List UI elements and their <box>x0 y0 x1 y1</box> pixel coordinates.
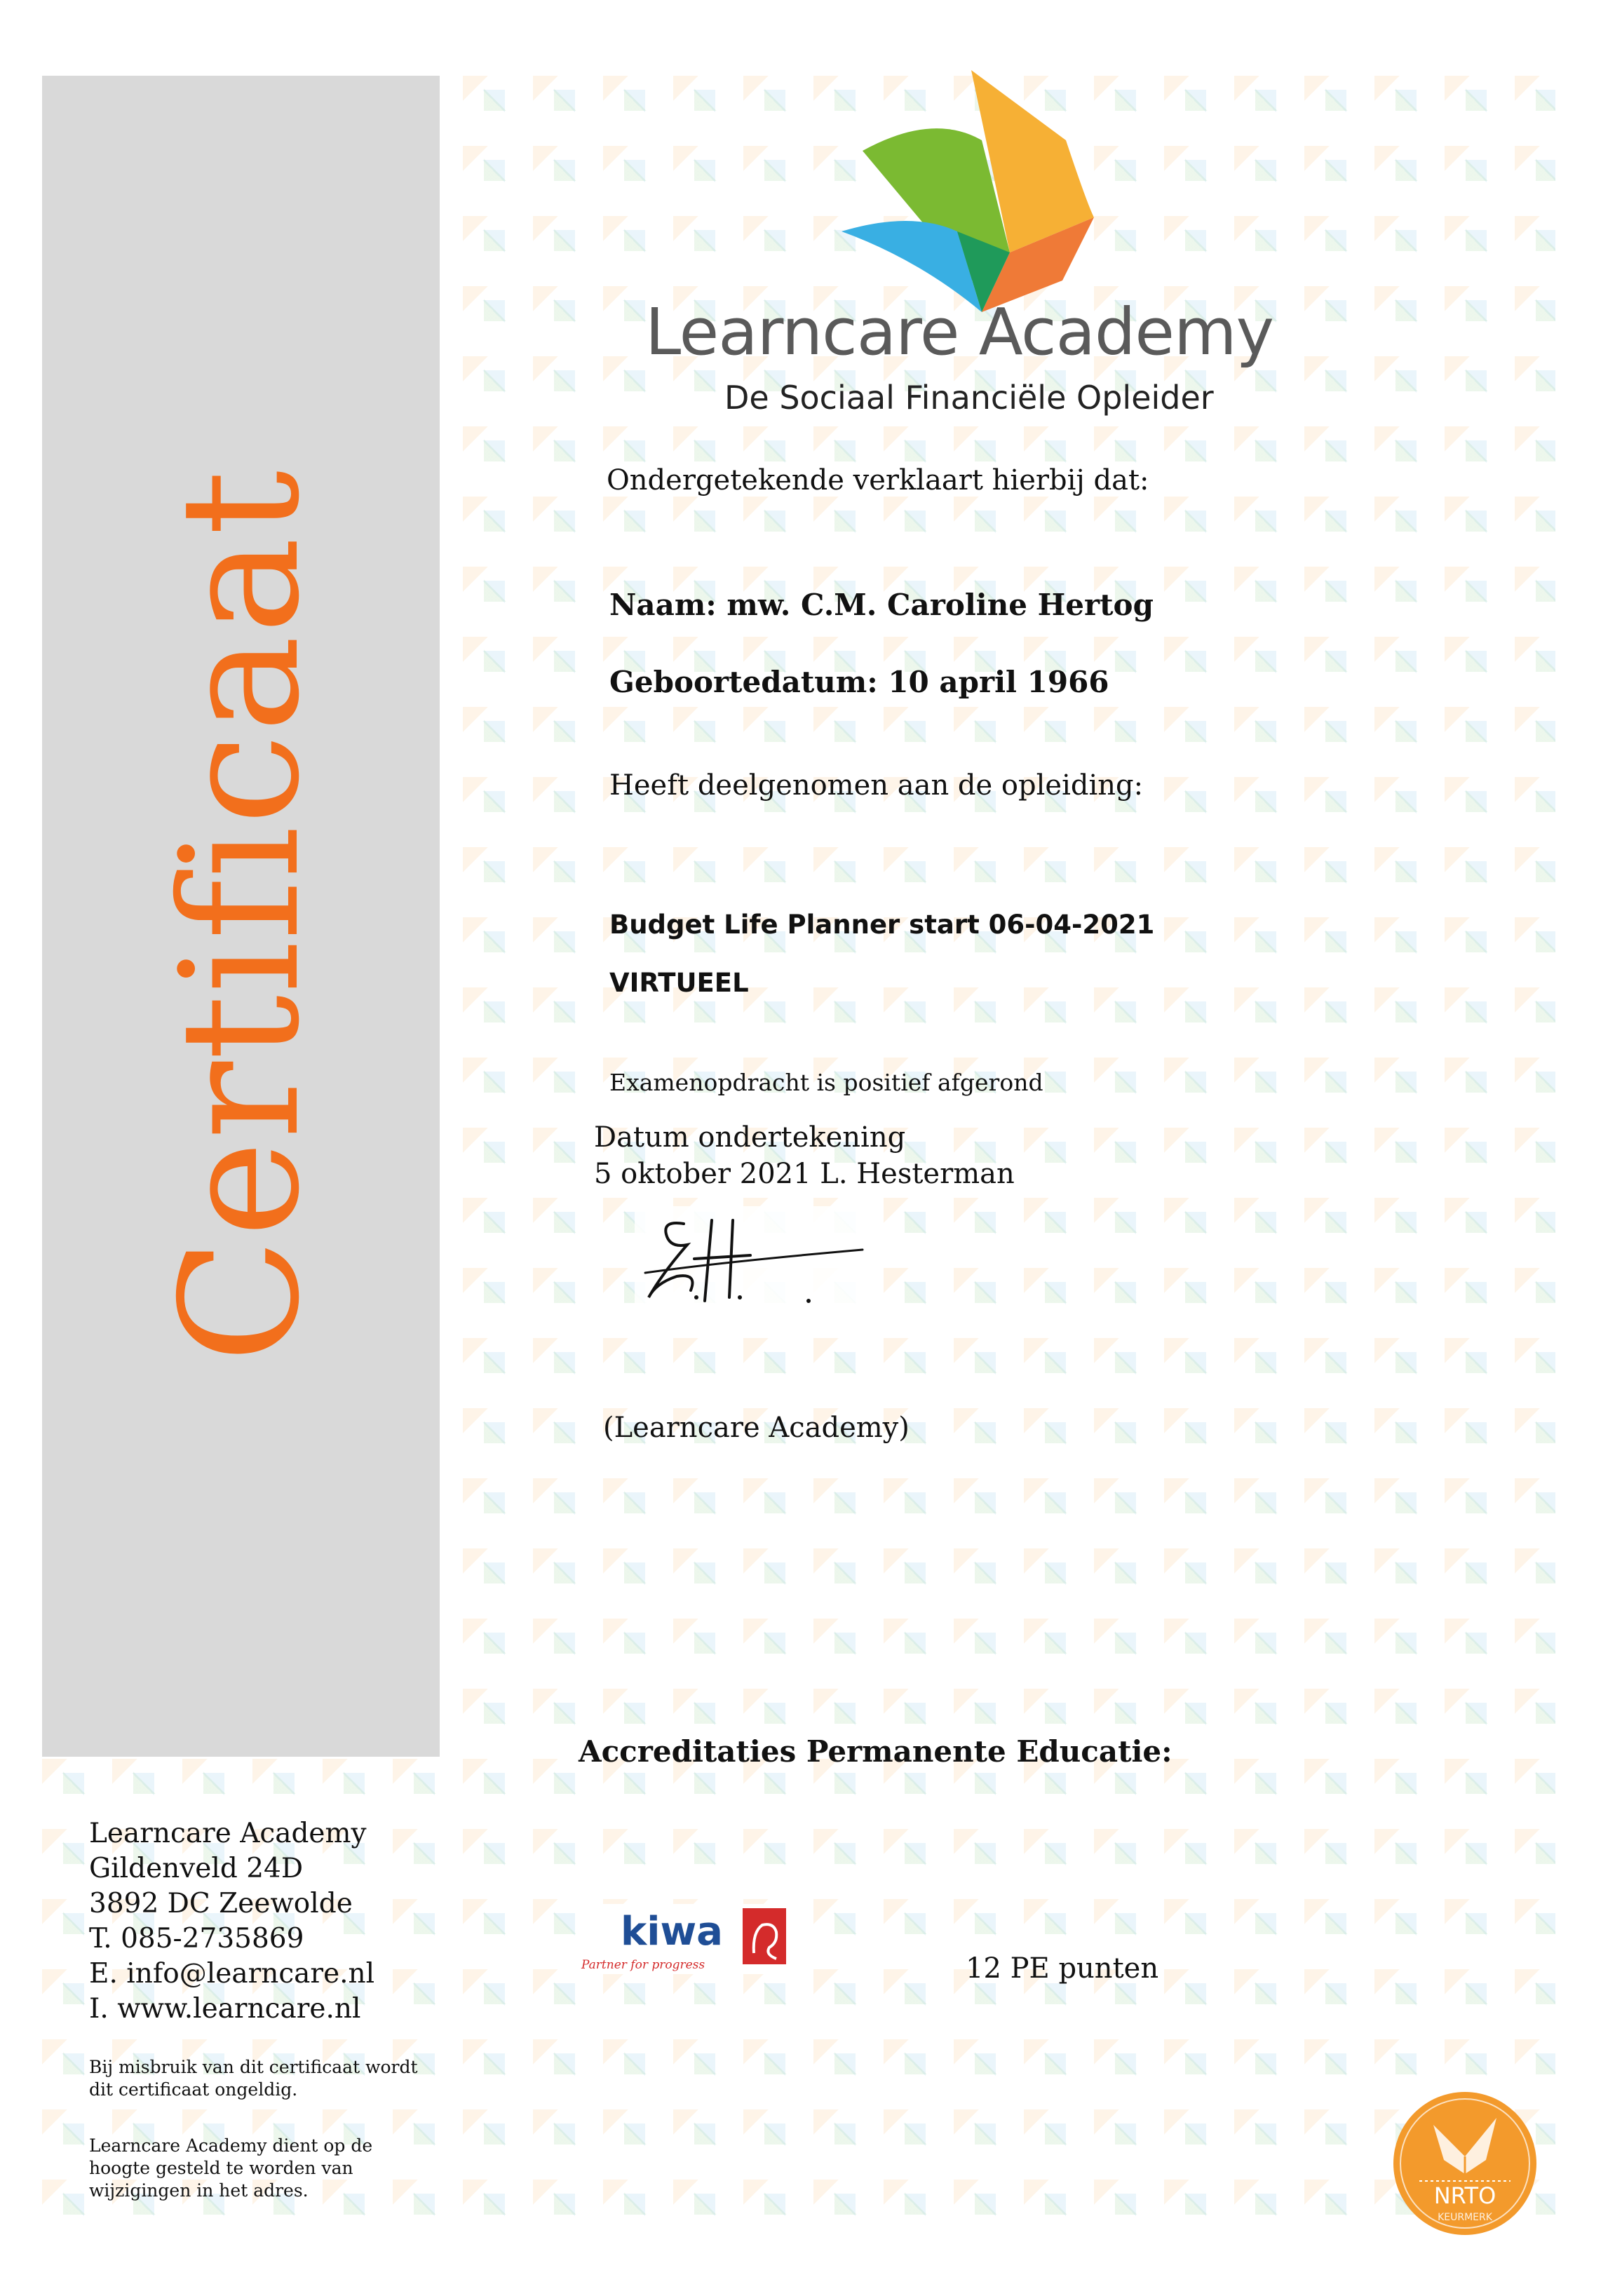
course-mode: VIRTUEEL <box>609 968 749 998</box>
participation-text: Heeft deelgenomen aan de opleiding: <box>609 769 1144 802</box>
address-line: T. 085-2735869 <box>89 1923 304 1954</box>
brand-tagline: De Sociaal Financiële Opleider <box>724 379 1214 417</box>
address-block <box>89 1816 374 2027</box>
address-line: Learncare Academy <box>89 1818 367 1849</box>
email-line: E. info@learncare.nl <box>89 1958 375 1990</box>
recipient-name: Naam: mw. C.M. Caroline Hertog <box>609 588 1154 622</box>
svg-text:NRTO: NRTO <box>1433 2182 1496 2209</box>
signature-date: 5 oktober 2021 L. Hesterman <box>594 1158 1015 1190</box>
address-line: 3892 DC Zeewolde <box>89 1888 353 1919</box>
svg-text:kiwa: kiwa <box>621 1909 723 1954</box>
address-change-note: Learncare Academy dient op de hoogte gesteld te worden van wijzigingen in het adres. <box>89 2135 373 2201</box>
certificate-vertical-title: Certificaat <box>146 468 335 1363</box>
address-line: Gildenveld 24D <box>89 1853 304 1884</box>
declaration-text: Ondergetekende verklaart hierbij dat: <box>607 464 1149 497</box>
signer-organisation: (Learncare Academy) <box>603 1412 910 1444</box>
svg-text:Partner for progress: Partner for progress <box>581 1958 705 1972</box>
misuse-note: Bij misbruik van dit certificaat wordt dit certificaat ongeldig. <box>89 2057 418 2100</box>
brand-name: Learncare Academy <box>645 295 1274 370</box>
accreditation-heading: Accreditaties Permanente Educatie: <box>579 1734 1172 1769</box>
exam-result: Examenopdracht is positief afgerond <box>609 1069 1043 1096</box>
nrto-keurmerk-badge <box>1391 2090 1539 2237</box>
handwritten-signature <box>635 1206 873 1318</box>
recipient-birthdate: Geboortedatum: 10 april 1966 <box>609 665 1109 699</box>
course-title: Budget Life Planner start 06-04-2021 <box>609 910 1155 940</box>
pe-points: 12 PE punten <box>966 1952 1159 1985</box>
signature-label: Datum ondertekening <box>594 1121 906 1154</box>
svg-text:KEURMERK: KEURMERK <box>1438 2212 1492 2223</box>
kiwa-logo <box>579 1904 802 1974</box>
website-line: I. www.learncare.nl <box>89 1993 361 2025</box>
